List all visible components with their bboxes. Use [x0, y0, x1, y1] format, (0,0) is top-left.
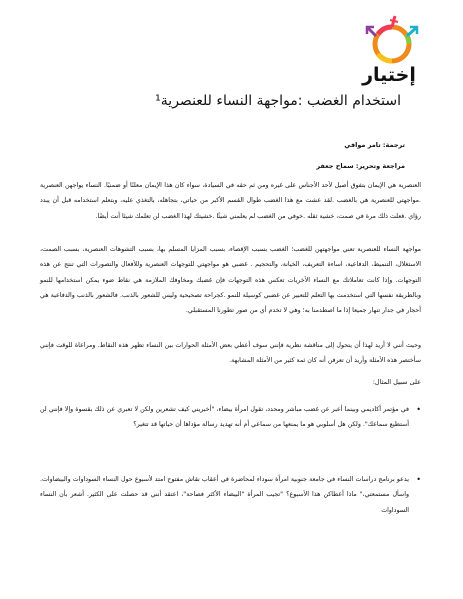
- paragraph: وحيث أنني لا أريد لهذا أن يتحول إلى مناقشة نظرية فإنني سوف أعطي بعض الأمثلة الحوارات بين النساء تظهر هذه النقاط. ومراعاة للوقت فإنني سأختصر هذه الأمثلة وأريد أن تعرفن أنه كان ثمة كثير من الأمثلة المشابهة.: [40, 342, 421, 365]
- list-item: [40, 472, 421, 518]
- editor-credit: مراجعة وتحرير: سماح جعفر: [316, 162, 405, 170]
- bullet-icon: •: [416, 475, 421, 484]
- logo-wordmark: إختيار: [362, 64, 416, 86]
- list-item: [40, 402, 421, 433]
- paragraph: مواجهة النساء للعنصرية تعني مواجهتهن للغضب؛ الغضب بسبب الإقصاء، بسبب المزايا المسلم بها، بسبب التشوهات العنصرية، بسبب الصمت، الاستغلال، التنميط، الدفاعية، اساءة التعريف، الخيانة، والتحجيم . غضبي هو مواجهتي للتوجهات العنصرية وللأفعال والتصورات التي تنتج عن هذه التوجهات. وإذا كانت تعاملاتك مع النساء الأخريات تعكس هذه التوجهات فإن غضبك ومخاوفك الملازمة هي نقاط ضوء يمكن استخدامها للنمو وبالطريقة نفسها التي استخدمت بها التعلم للتعبير عن غضبي كوسيلة للنمو .كجراحة تصحيحية وليس للشعور بالذنب. فالشعور بالذنب والدفاعية هي أحجار في جدار تنهار جميعا إذا ما اصطدمنا به؛ وهي لا تخدم أي من صور تطورنا المستقبلي.: [40, 246, 421, 315]
- example-list: [40, 472, 421, 518]
- example-list: [40, 402, 421, 433]
- list-item-text: في مؤتمر أكاديمي وبينما أعبر عن غضب مباشر ومحدد، تقول امرأة بيضاء، "أخبريني كيف تشعرين ولكن لا تعبري عن ذلك بقسوة وإلا فإنني لن أستطيع سماعك". ولكن هل أسلوبي هو ما يمنعها من سماعي أم أنه تهديد رسالة مؤداها أن حياتها قد تتغير؟: [40, 406, 409, 429]
- translator-credit: ترجمة: تامر موافي: [344, 141, 405, 149]
- list-item-text: يدعو برنامج دراسات النساء في جامعة جنوبية امرأة سوداء لمحاضرة في أعقاب نقاش مفتوح امتد لأسبوع حول النساء السوداوات والبيضاوات. واسأل مستمعتي،" ماذا أعطاكن هذا الأسبوع؟ "تجيب المرأة "البيضاء الأكثر فصاحة"، اعتقد أنني قد حصلت على الكثير. أشعر بأن النساء السوداوات: [40, 476, 409, 514]
- paragraph: العنصرية هي الإيمان بتفوق أصيل لأحد الأجناس على غيره ومن ثم حقه في السيادة، سواء كان هذا الإيمان معلنًا أو ضمنيًا. النساء يواجهن العنصرية .مواجهتي للعنصرية هي بالغضب .لقد عشت مع هذا الغضب طوال القسم الأكبر من حياتي، بتجاهله، بالتغذي عليه، وبتعلم استخدامه قبل أن يبدد رؤاي .فعلت ذلك مرة في صمت، خشية ثقله .خوفي من الغضب لم يعلمني شيئًا .خشيتك لهذا الغضب لن تعلمك شيئا أنت أيضًا.: [40, 182, 421, 220]
- bullet-icon: •: [416, 405, 421, 414]
- document-title: استخدام الغضب :مواجهة النساء للعنصرية¹: [155, 93, 401, 109]
- example-intro: على سبيل المثال:: [372, 378, 421, 386]
